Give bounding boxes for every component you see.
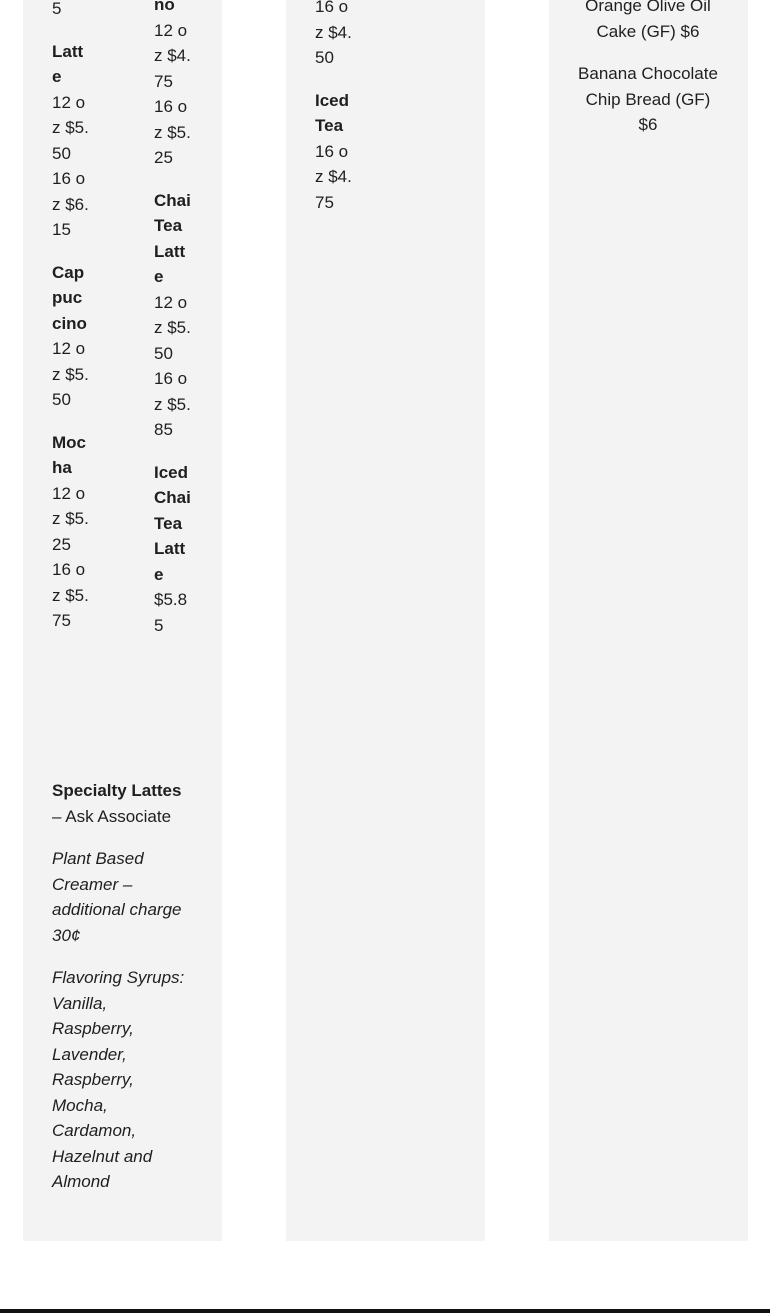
coffee-column-right [154,0,192,655]
menu-item-price: 16 oz $5.75 [52,560,89,630]
plant-based-creamer-note: Plant Based Creamer – additional charge 30¢ [52,849,182,945]
menu-item-name: Iced Tea [315,90,350,135]
menu-item-iced-chai-tea-latte [154,460,192,639]
menu-item-price: $5.85 [154,590,188,635]
flavoring-syrups-note: Flavoring Syrups: Vanilla, Raspberry, Lavender, Raspberry, Mocha, Cardamon, Hazelnut and Almond [52,968,185,1191]
menu-item-name: Chai Tea Latte [154,190,191,286]
menu-item-price: 16 oz $6.15 [52,169,89,239]
bakery-item-banana-chocolate-chip-bread: Banana Chocolate Chip Bread (GF) $6 [578,64,718,134]
menu-item-name: Iced Chai Tea Latte [154,462,191,584]
menu-item-mocha [52,430,90,634]
tea-column [315,0,353,232]
menu-item-price: 12 oz $5.50 [52,92,89,163]
menu-item-cappuccino [52,260,90,413]
menu-item-name: Cappuccino [52,262,87,333]
menu-item-price: 16 oz $4.50 [315,0,352,67]
menu-item-name: Mocha [52,432,86,477]
menu-item-price: 16 oz $5.25 [154,97,191,167]
menu-item-latte [52,39,90,243]
menu-item-price: 12 oz $5.50 [52,339,89,409]
menu-item-name-fragment: no [154,0,175,14]
menu-item-price: 16 oz $5.85 [154,369,191,439]
menu-item-price: 12 oz $5.25 [52,483,89,554]
menu-item-price: 16 oz $4.75 [315,141,352,212]
coffee-column-left [52,0,90,651]
menu-item-iced-tea [315,88,353,216]
menu-item-name: Latte [52,41,84,86]
bakery-list [575,0,721,155]
bottom-divider [0,1309,770,1313]
coffee-notes [52,778,192,1212]
menu-item-chai-tea-latte [154,188,192,443]
price-fragment: 5 [52,0,62,18]
menu-item-price: 12 oz $4.75 [154,20,191,91]
bakery-menu-panel [549,0,748,1241]
bakery-item-orange-olive-oil-cake: Orange Olive Oil Cake (GF) $6 [585,0,711,41]
menu-item-price: 12 oz $5.50 [154,292,191,363]
specialty-lattes-note: Specialty Lattes – Ask Associate [52,781,182,826]
